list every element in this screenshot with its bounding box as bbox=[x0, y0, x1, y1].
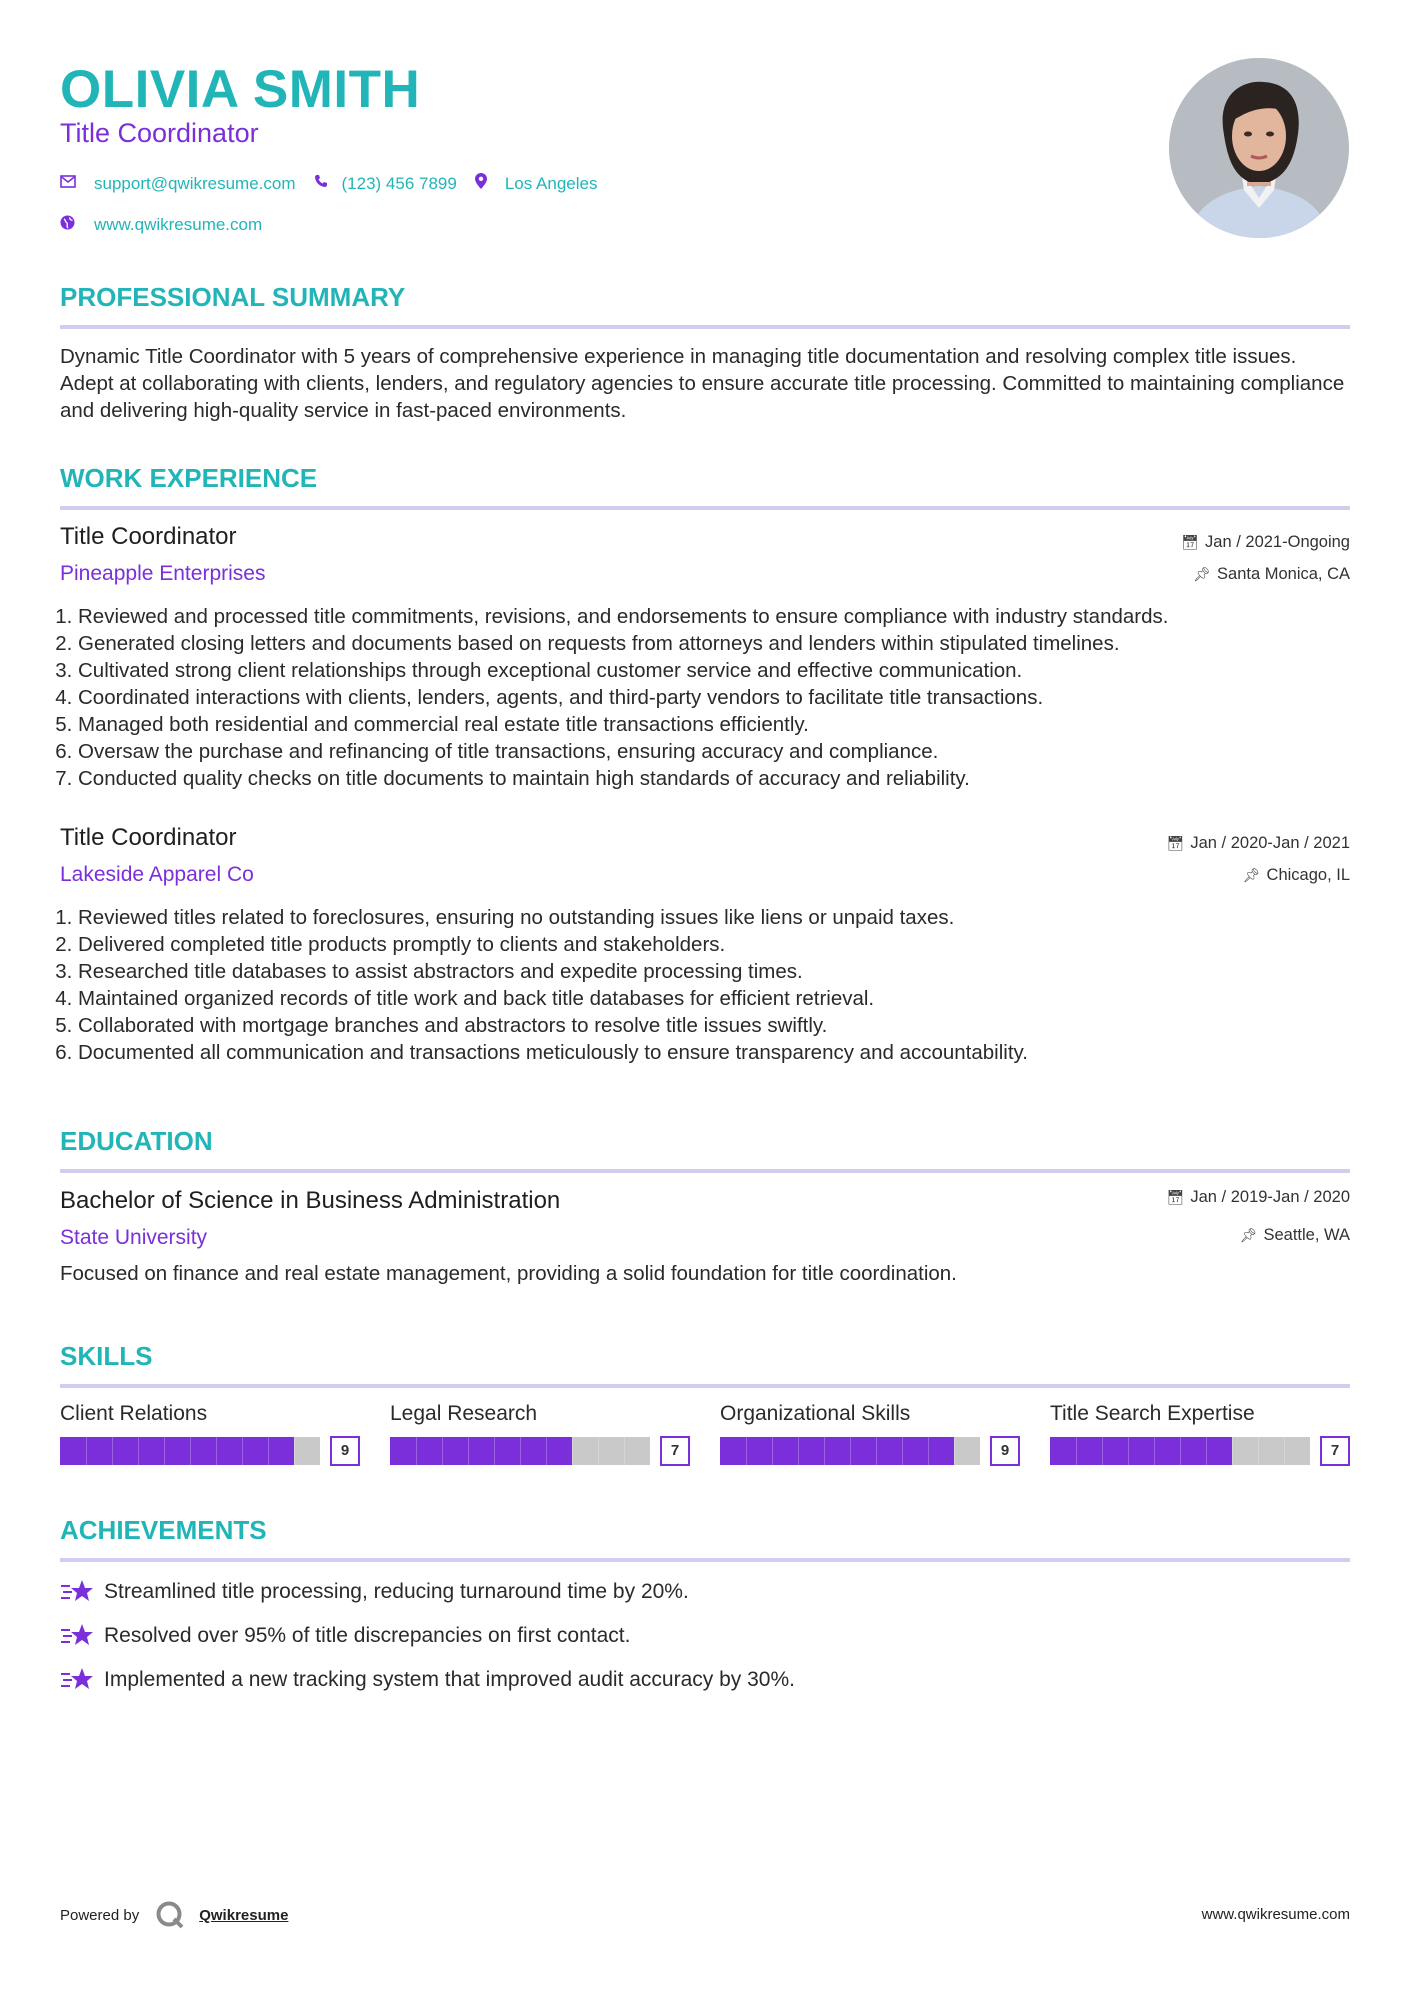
skill-segment-divider bbox=[86, 1437, 87, 1465]
shooting-star-icon bbox=[60, 1622, 96, 1650]
skill-segment-divider bbox=[1154, 1437, 1155, 1465]
skill-name: Client Relations bbox=[60, 1402, 208, 1425]
skill-segment-divider bbox=[798, 1437, 799, 1465]
school-name: State University bbox=[60, 1226, 208, 1249]
website-text: www.qwikresume.com bbox=[94, 215, 263, 234]
skill-level-bar bbox=[1050, 1436, 1350, 1466]
qwikresume-link[interactable]: Qwikresume bbox=[199, 1906, 289, 1924]
skill-segment-divider bbox=[138, 1437, 139, 1465]
skill-level-badge: 7 bbox=[660, 1436, 690, 1466]
phone-icon bbox=[314, 174, 342, 193]
section-heading-achievements: ACHIEVEMENTS bbox=[60, 1515, 1350, 1562]
achievement-text: Implemented a new tracking system that improved audit accuracy by 30%. bbox=[104, 1668, 795, 1691]
skill-item bbox=[720, 1402, 1020, 1466]
job-dates: 📅︎ Jan / 2021-Ongoing bbox=[1181, 533, 1350, 551]
skill-segment-divider bbox=[1232, 1437, 1233, 1465]
skill-segment-divider bbox=[112, 1437, 113, 1465]
skill-segment-divider bbox=[190, 1437, 191, 1465]
footer-website-link[interactable]: www.qwikresume.com bbox=[1201, 1906, 1350, 1923]
footer-powered-by bbox=[60, 1900, 288, 1930]
skill-name: Title Search Expertise bbox=[1050, 1402, 1255, 1425]
candidate-name: OLIVIA SMITH bbox=[60, 60, 421, 119]
education-dates: 📅︎ Jan / 2019-Jan / 2020 bbox=[1166, 1188, 1350, 1206]
powered-by-label: Powered by bbox=[60, 1906, 140, 1924]
shooting-star-icon bbox=[60, 1666, 96, 1694]
skill-segment-divider bbox=[1180, 1437, 1181, 1465]
skill-segment-divider bbox=[1128, 1437, 1129, 1465]
skill-fill bbox=[390, 1437, 572, 1465]
list-item: 6. Oversaw the purchase and refinancing of title transactions, ensuring accuracy and compliance. bbox=[78, 738, 1368, 765]
education-location: 📌︎ Seattle, WA bbox=[1239, 1226, 1350, 1244]
section-heading-skills: SKILLS bbox=[60, 1341, 1350, 1388]
skill-segment-divider bbox=[598, 1437, 599, 1465]
skill-segment-divider bbox=[824, 1437, 825, 1465]
skill-segment-divider bbox=[1206, 1437, 1207, 1465]
job-dates: 📅︎ Jan / 2020-Jan / 2021 bbox=[1166, 834, 1350, 852]
list-item: 4. Maintained organized records of title work and back title databases for efficient retrieval. bbox=[78, 985, 1368, 1012]
pushpin-icon: 📌︎ bbox=[1239, 1227, 1258, 1243]
skill-fill bbox=[60, 1437, 294, 1465]
skill-item bbox=[1050, 1402, 1350, 1466]
contact-email[interactable] bbox=[60, 174, 296, 194]
skill-segment-divider bbox=[442, 1437, 443, 1465]
summary-text: Dynamic Title Coordinator with 5 years of comprehensive experience in managing title documentation and resolving complex title issues. Adept at collaborating with clients, lenders, and regulatory agencies to ensure accurate title processing. Committed to maintaining compliance and delivering high-quality service in fast-paced environments. bbox=[60, 345, 1345, 422]
job-duties-list bbox=[60, 904, 1368, 1066]
list-item: 5. Managed both residential and commercial real estate title transactions efficiently. bbox=[78, 711, 1368, 738]
skill-item bbox=[390, 1402, 690, 1466]
skill-level-bar bbox=[60, 1436, 360, 1466]
education-description: Focused on finance and real estate management, providing a solid foundation for title coordination. bbox=[60, 1262, 957, 1285]
section-heading-summary: PROFESSIONAL SUMMARY bbox=[60, 282, 1350, 329]
location-text: Los Angeles bbox=[504, 173, 598, 193]
skill-level-badge: 9 bbox=[330, 1436, 360, 1466]
skill-segment-divider bbox=[746, 1437, 747, 1465]
skill-item bbox=[60, 1402, 360, 1466]
contact-phone[interactable] bbox=[314, 174, 457, 194]
job-title: Title Coordinator bbox=[60, 824, 237, 851]
contact-location bbox=[475, 173, 598, 194]
email-text: support@qwikresume.com bbox=[94, 173, 296, 193]
skill-level-badge: 9 bbox=[990, 1436, 1020, 1466]
list-item: 2. Delivered completed title products promptly to clients and stakeholders. bbox=[78, 931, 1368, 958]
section-heading-experience: WORK EXPERIENCE bbox=[60, 463, 1350, 510]
globe-icon bbox=[60, 215, 94, 235]
job-company: Lakeside Apparel Co bbox=[60, 863, 254, 886]
list-item: 7. Conducted quality checks on title documents to maintain high standards of accuracy and reliability. bbox=[78, 765, 1368, 792]
section-heading-education: EDUCATION bbox=[60, 1126, 1350, 1173]
skill-segment-divider bbox=[494, 1437, 495, 1465]
skill-segment-divider bbox=[216, 1437, 217, 1465]
contact-row-web bbox=[60, 215, 280, 235]
list-item: 1. Reviewed and processed title commitments, revisions, and endorsements to ensure compliance with industry standards. bbox=[78, 603, 1368, 630]
job-title: Title Coordinator bbox=[60, 523, 237, 550]
calendar-icon: 📅︎ bbox=[1181, 534, 1200, 550]
skill-segment-divider bbox=[624, 1437, 625, 1465]
list-item: 2. Generated closing letters and documents based on requests from attorneys and lenders within stipulated timelines. bbox=[78, 630, 1368, 657]
skill-segment-divider bbox=[572, 1437, 573, 1465]
achievement-item bbox=[60, 1666, 795, 1694]
contact-row bbox=[60, 173, 615, 194]
resume-page bbox=[60, 0, 1350, 1990]
skill-segment-divider bbox=[294, 1437, 295, 1465]
qwikresume-logo-icon bbox=[155, 1900, 185, 1930]
skill-segment-divider bbox=[902, 1437, 903, 1465]
job-location: 📌︎ Santa Monica, CA bbox=[1193, 565, 1350, 583]
job-duties-list bbox=[60, 603, 1368, 792]
list-item: 3. Cultivated strong client relationships through exceptional customer service and effective communication. bbox=[78, 657, 1368, 684]
skill-level-badge: 7 bbox=[1320, 1436, 1350, 1466]
skill-segment-divider bbox=[546, 1437, 547, 1465]
achievement-item bbox=[60, 1622, 630, 1650]
pushpin-icon: 📌︎ bbox=[1242, 867, 1261, 883]
skill-segment-divider bbox=[1284, 1437, 1285, 1465]
skill-segment-divider bbox=[164, 1437, 165, 1465]
job-company: Pineapple Enterprises bbox=[60, 562, 266, 585]
contact-website[interactable] bbox=[60, 215, 262, 235]
phone-text: (123) 456 7899 bbox=[341, 173, 457, 193]
skill-segment-divider bbox=[1076, 1437, 1077, 1465]
achievement-text: Streamlined title processing, reducing turnaround time by 20%. bbox=[104, 1580, 689, 1603]
skill-fill bbox=[1050, 1437, 1232, 1465]
list-item: 5. Collaborated with mortgage branches and abstractors to resolve title issues swiftly. bbox=[78, 1012, 1368, 1039]
list-item: 4. Coordinated interactions with clients, lenders, agents, and third-party vendors to facilitate title transactions. bbox=[78, 684, 1368, 711]
skill-segment-divider bbox=[876, 1437, 877, 1465]
skill-segment-divider bbox=[850, 1437, 851, 1465]
calendar-icon: 📅︎ bbox=[1166, 1189, 1185, 1205]
skill-segment-divider bbox=[954, 1437, 955, 1465]
job-location: 📌︎ Chicago, IL bbox=[1242, 866, 1350, 884]
pushpin-icon: 📌︎ bbox=[1193, 566, 1212, 582]
degree-title: Bachelor of Science in Business Administration bbox=[60, 1187, 561, 1214]
list-item: 3. Researched title databases to assist abstractors and expedite processing times. bbox=[78, 958, 1368, 985]
skill-segment-divider bbox=[268, 1437, 269, 1465]
skill-segment-divider bbox=[928, 1437, 929, 1465]
skill-name: Legal Research bbox=[390, 1402, 538, 1425]
achievement-item bbox=[60, 1578, 689, 1606]
map-pin-icon bbox=[475, 173, 505, 194]
envelope-icon bbox=[60, 175, 94, 193]
skill-level-bar bbox=[720, 1436, 1020, 1466]
skill-segment-divider bbox=[242, 1437, 243, 1465]
skill-segment-divider bbox=[416, 1437, 417, 1465]
shooting-star-icon bbox=[60, 1578, 96, 1606]
skill-segment-divider bbox=[468, 1437, 469, 1465]
calendar-icon: 📅︎ bbox=[1166, 835, 1185, 851]
skill-segment-divider bbox=[1258, 1437, 1259, 1465]
skill-level-bar bbox=[390, 1436, 690, 1466]
achievement-text: Resolved over 95% of title discrepancies on first contact. bbox=[104, 1624, 631, 1647]
skill-segment-divider bbox=[520, 1437, 521, 1465]
skill-fill bbox=[720, 1437, 954, 1465]
skill-name: Organizational Skills bbox=[720, 1402, 911, 1425]
candidate-title: Title Coordinator bbox=[60, 118, 259, 148]
skill-segment-divider bbox=[1102, 1437, 1103, 1465]
skill-segment-divider bbox=[772, 1437, 773, 1465]
list-item: 1. Reviewed titles related to foreclosures, ensuring no outstanding issues like liens or unpaid taxes. bbox=[78, 904, 1368, 931]
profile-photo bbox=[1169, 58, 1349, 238]
list-item: 6. Documented all communication and transactions meticulously to ensure transparency and accountability. bbox=[78, 1039, 1368, 1066]
